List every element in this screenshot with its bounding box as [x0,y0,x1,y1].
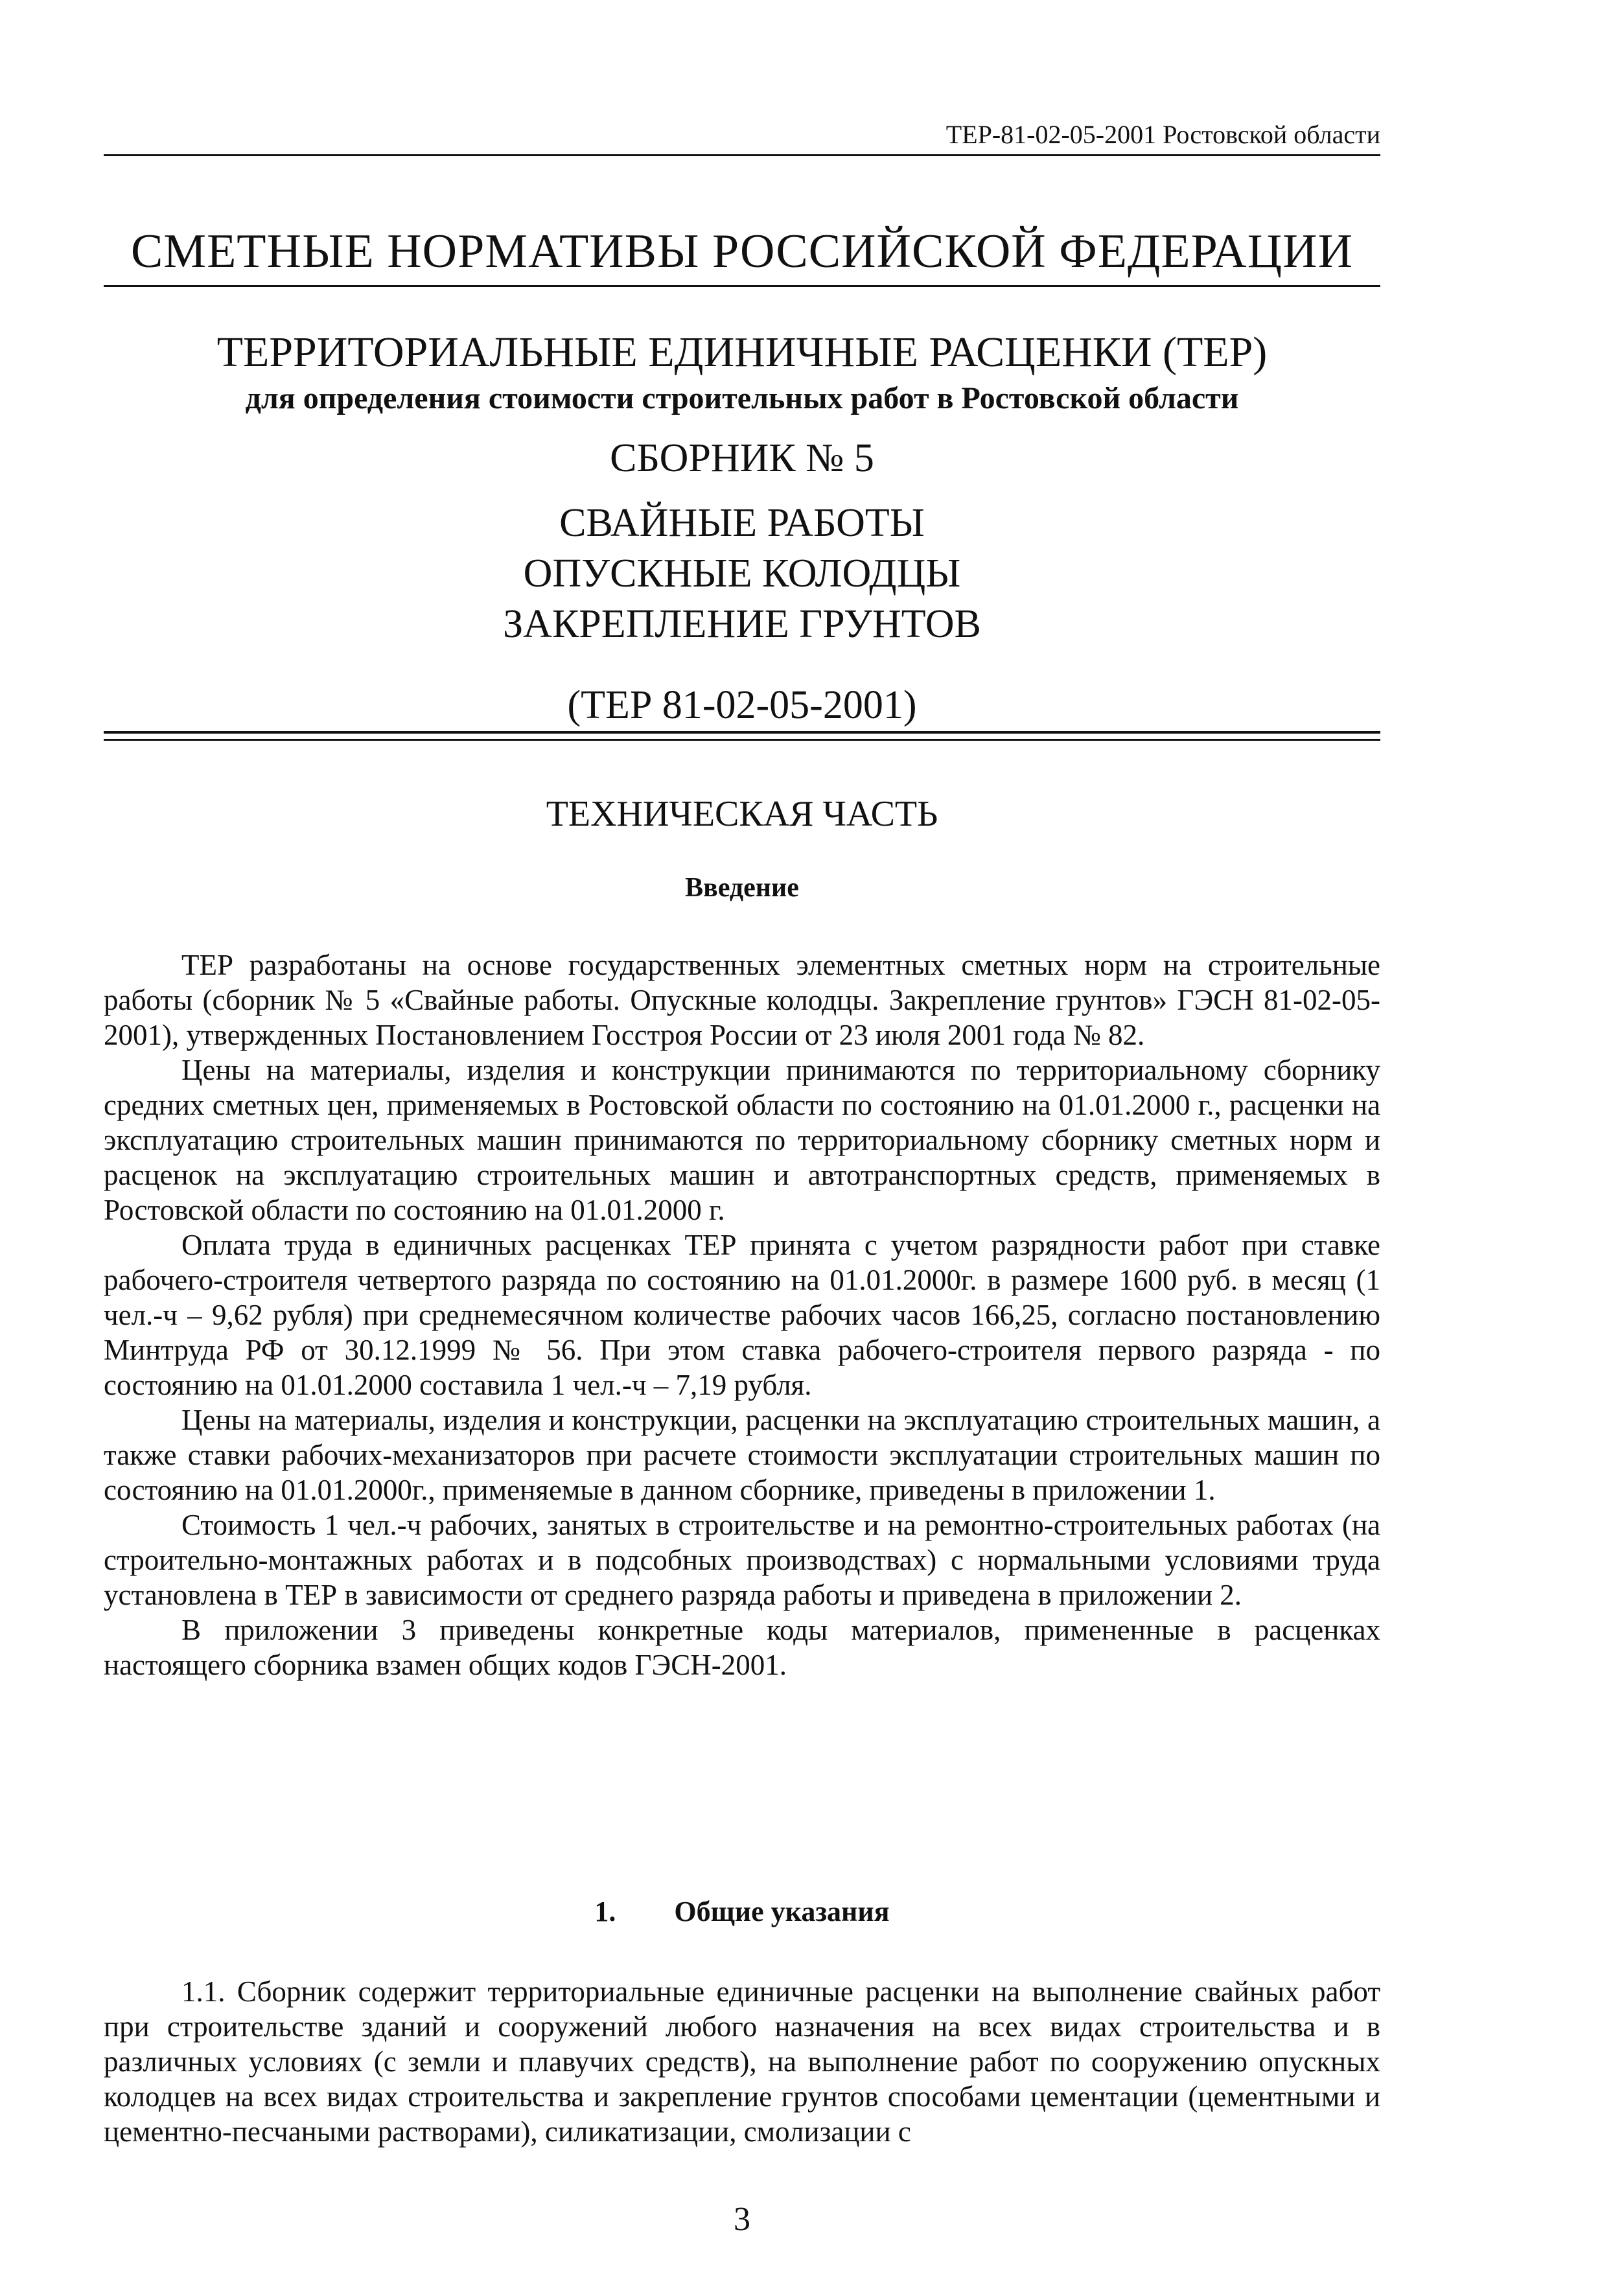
section-1-heading [104,1892,1380,1931]
intro-heading: Введение [685,873,799,903]
page-number: 3 [734,2201,750,2238]
section-title-piles: СВАЙНЫЕ РАБОТЫ [559,501,925,545]
paragraph: В приложении 3 приведены конкретные коды материалов, примененные в расценках настоящего сборника взамен общих кодов ГЭСН-2001. [104,1614,1380,1681]
title-divider [104,285,1380,287]
paragraph: Оплата труда в единичных расценках ТЕР принята с учетом разрядности работ при ставке рабочего-строителя четвертого разряда по состоянию на 01.01.2000г. в размере 1600 руб. в месяц (1 чел.-ч – 9,62 рубля) при среднемесячном количестве рабочих часов 166,25, согласно постановлению Минтруда РФ от 30.12.1999 № 56. При этом ставка рабочего-строителя первого разряда - по состоянию на 01.01.2000 составила 1 чел.-ч – 7,19 рубля. [104,1229,1380,1401]
section-title: Общие указания [674,1896,890,1927]
paragraph: Цены на материалы, изделия и конструкции принимаются по территориальному сборнику средних сметных цен, применяемых в Ростовской области по состоянию на 01.01.2000 г., расценки на эксплуатацию строительных машин принимаются по территориальному сборнику сметных норм и расценок на эксплуатацию строительных машин и автотранспортных средств, применяемых в Ростовской области по состоянию на 01.01.2000 г. [104,1054,1380,1226]
double-rule-top [104,731,1380,734]
main-title: СМЕТНЫЕ НОРМАТИВЫ РОССИЙСКОЙ ФЕДЕРАЦИИ [130,225,1354,278]
section-number: 1. [594,1896,616,1927]
section-1-body [104,1974,1380,2149]
paragraph: 1.1. Сборник содержит территориальные единичные расценки на выполнение свайных работ при строительстве зданий и сооружений любого назначения на всех видах строительства и в различных условиях (с земли и плавучих средств), на выполнение работ по сооружению опускных колодцев на всех видах строительства и закрепление грунтов способами цементации (цементными и цементно-песчаными растворами), силикатизации, смолизации с [104,1975,1380,2148]
paragraph: Стоимость 1 чел.-ч рабочих, занятых в строительстве и на ремонтно-строительных работах (на строительно-монтажных работах и в подсобных производствах) с нормальными условиями труда установлена в ТЕР в зависимости от среднего разряда работы и приведена в приложении 2. [104,1509,1380,1611]
intro-body [104,947,1380,1682]
collection-sections [104,498,1380,649]
double-rule-bottom [104,739,1380,741]
ter-subtitle: для определения стоимости строительных работ в Ростовской области [245,381,1239,415]
collection-number: СБОРНИК № 5 [610,436,874,480]
running-header: ТЕР-81-02-05-2001 Ростовской области [104,117,1380,156]
section-title-soils: ЗАКРЕПЛЕНИЕ ГРУНТОВ [503,602,981,646]
technical-part-heading: ТЕХНИЧЕСКАЯ ЧАСТЬ [546,794,938,834]
document-code: (ТЕР 81-02-05-2001) [567,683,917,727]
paragraph: Цены на материалы, изделия и конструкции, расценки на эксплуатацию строительных машин, а также ставки рабочих-механизаторов при расчете стоимости эксплуатации строительных машин по состоянию на 01.01.2000г., применяемые в данном сборнике, приведены в приложении 1. [104,1404,1380,1506]
paragraph: ТЕР разработаны на основе государственных элементных сметных норм на строительные работы (сборник № 5 «Свайные работы. Опускные колодцы. Закрепление грунтов» ГЭСН 81-02-05-2001), утвержденных Постановлением Госстроя России от 23 июля 2001 года № 82. [104,949,1380,1051]
ter-title: ТЕРРИТОРИАЛЬНЫЕ ЕДИНИЧНЫЕ РАСЦЕНКИ (ТЕР) [216,329,1268,376]
section-title-caissons: ОПУСКНЫЕ КОЛОДЦЫ [523,552,961,596]
